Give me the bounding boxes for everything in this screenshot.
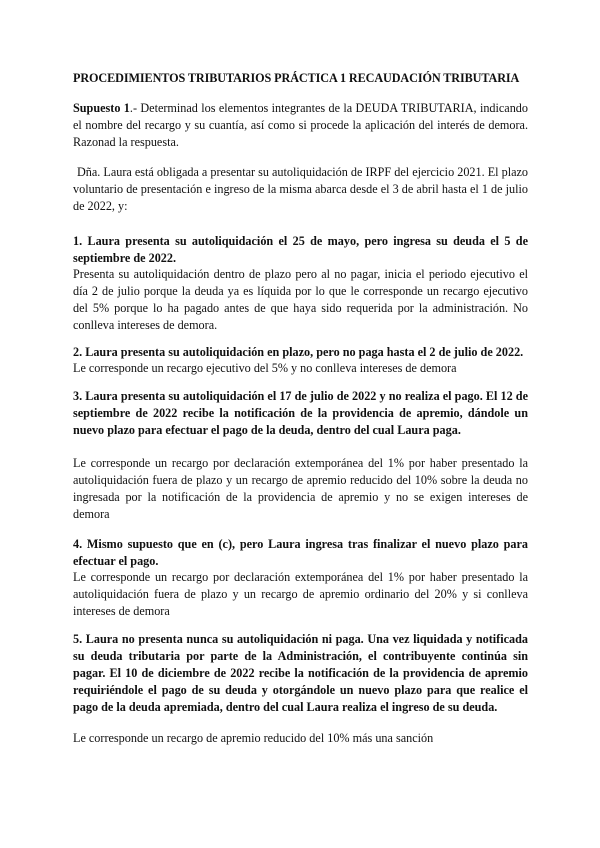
supuesto-paragraph (73, 100, 528, 151)
case-5-question: 5. Laura no presenta nunca su autoliquidación ni paga. Una vez liquidada y notificada su deuda tributaria por parte de la Administración, el contribuyente continúa sin pagar. El 10 de diciembre de 2022 recibe la notificación de la providencia de apremio requiriéndole el pago de su deuda y otorgándole un nuevo plazo para que realice el pago de la deuda apremiada, dentro del cual Laura realiza el ingreso de su deuda. (73, 632, 528, 714)
case-3-answer: Le corresponde un recargo por declaración extemporánea del 1% por haber presentado la autoliquidación fuera de plazo y un recargo de apremio reducido del 10% sobre la deuda no ingresada por la notificación de la providencia de apremio y no se exigen intereses de demora (73, 456, 528, 521)
supuesto-label: Supuesto 1 (73, 101, 130, 115)
intro-paragraph: Dña. Laura está obligada a presentar su autoliquidación de IRPF del ejercicio 2021. El plazo voluntario de presentación e ingreso de la misma abarca desde el 3 de abril hasta el 1 de julio de 2022, y: (73, 165, 528, 213)
document-title: PROCEDIMIENTOS TRIBUTARIOS PRÁCTICA 1 RECAUDACIÓN TRIBUTARIA (73, 71, 520, 85)
case-2-question: 2. Laura presenta su autoliquidación en plazo, pero no paga hasta el 2 de julio de 2022. (73, 345, 524, 359)
case-4-question: 4. Mismo supuesto que en (c), pero Laura ingresa tras finalizar el nuevo plazo para efectuar el pago. (73, 537, 528, 568)
case-2-answer: Le corresponde un recargo ejecutivo del 5% y no conlleva intereses de demora (73, 361, 457, 375)
case-4-answer: Le corresponde un recargo por declaración extemporánea del 1% por haber presentado la autoliquidación fuera de plazo y un recargo de apremio ordinario del 20% y si conlleva intereses de demora (73, 570, 528, 618)
case-3-question: 3. Laura presenta su autoliquidación el 17 de julio de 2022 y no realiza el pago. El 12 de septiembre de 2022 recibe la notificación de la providencia de apremio, dándole un nuevo plazo para efectuar el pago de la deuda, dentro del cual Laura paga. (73, 389, 528, 437)
case-5-answer: Le corresponde un recargo de apremio reducido del 10% más una sanción (73, 731, 434, 745)
case-1-answer: Presenta su autoliquidación dentro de plazo pero al no pagar, inicia el periodo ejecutivo el día 2 de julio porque la deuda ya es líquida por lo que le corresponde un recargo ejecutivo del 5% porque lo ha pagado antes de que haya sido requerida por la administración. No conlleva intereses de demora. (73, 267, 528, 332)
supuesto-text: .- Determinad los elementos integrantes de la DEUDA TRIBUTARIA, indicando el nombre del recargo y su cuantía, así como si procede la aplicación del interés de demora. Razonad la respuesta. (73, 101, 528, 149)
case-1-question: 1. Laura presenta su autoliquidación el 25 de mayo, pero ingresa su deuda el 5 de septiembre de 2022. (73, 234, 528, 265)
